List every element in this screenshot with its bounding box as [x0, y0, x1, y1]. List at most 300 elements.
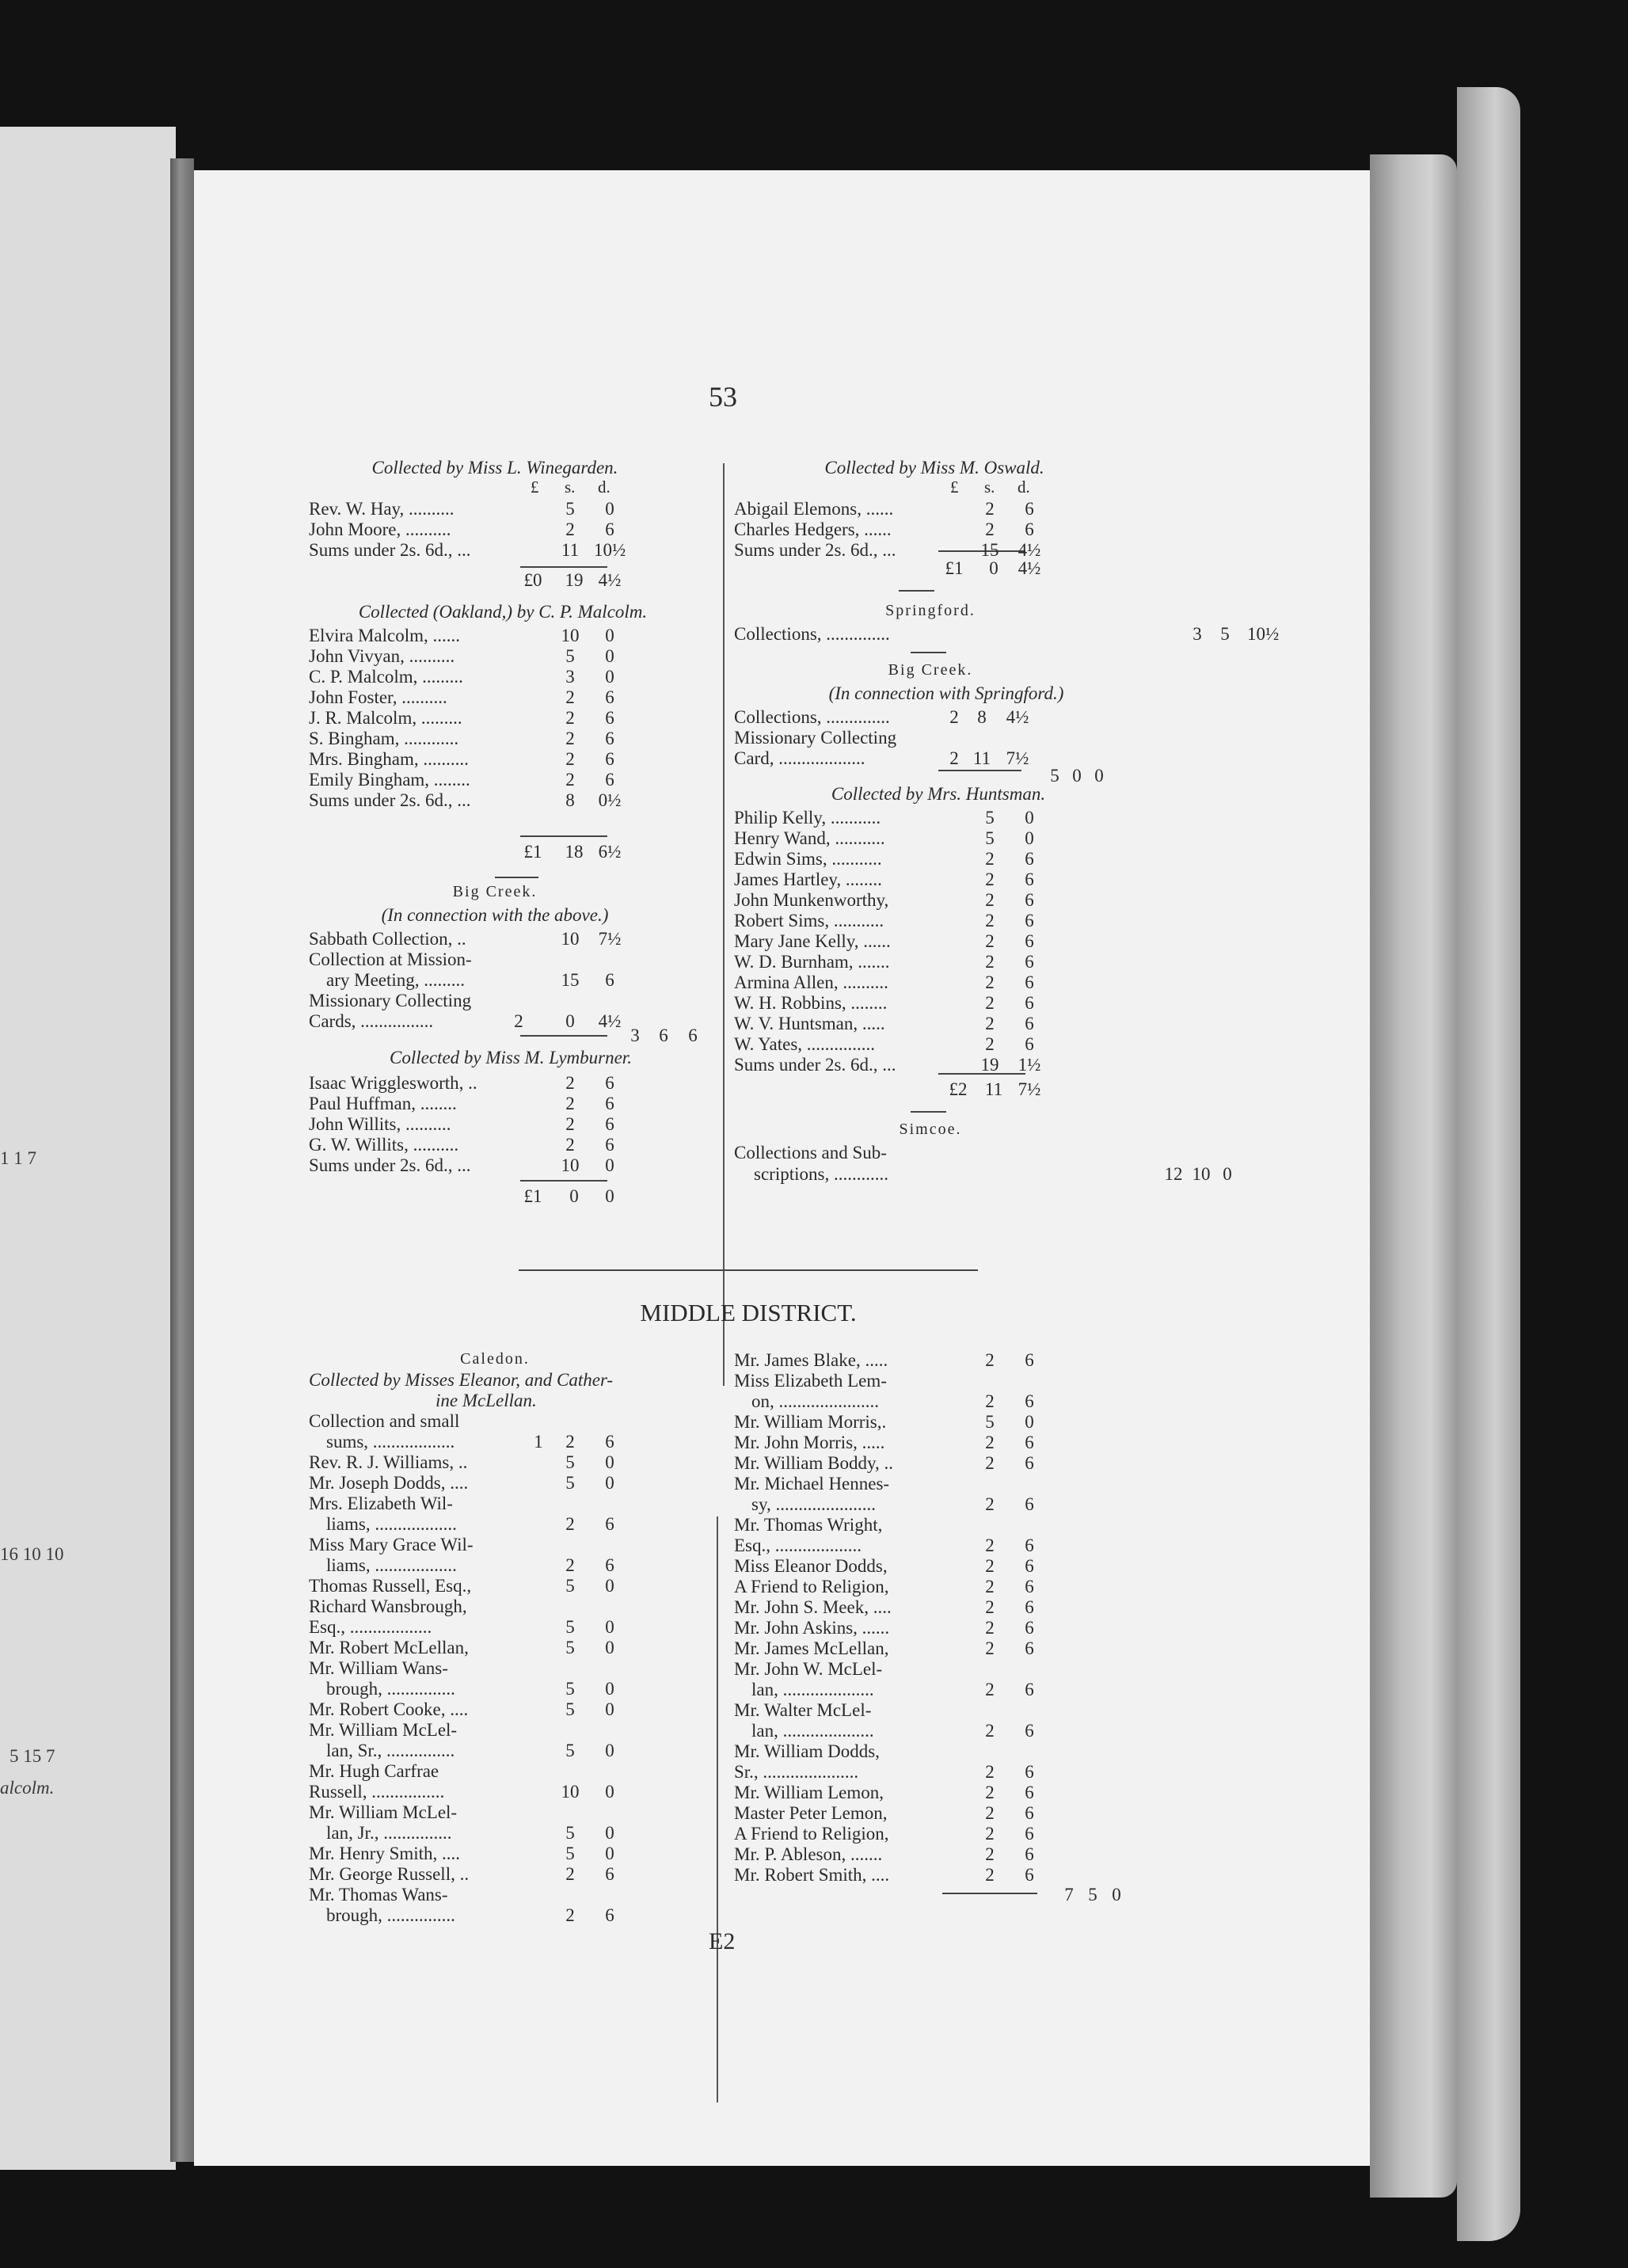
entry-name: Isaac Wrigglesworth, ..	[309, 1073, 477, 1093]
total-pounds: £0	[523, 570, 542, 590]
amount-pence: 0	[605, 626, 614, 645]
entry-name: Mr. William Dodds,	[734, 1741, 880, 1761]
ledger-row	[734, 1494, 1241, 1515]
amount-shillings: 10	[561, 1155, 580, 1175]
amount-shillings: 10	[561, 1782, 580, 1802]
amount-shillings: 0	[565, 1011, 575, 1031]
amount-pence: 0	[1223, 1164, 1232, 1184]
entry-name: Sums under 2s. 6d., ...	[309, 790, 471, 810]
ledger-row	[309, 1073, 816, 1094]
amount-pence: 6	[605, 1555, 614, 1575]
entry-name: Paul Huffman, ........	[309, 1094, 457, 1113]
amount-shillings: 2	[985, 1721, 995, 1741]
page-fore-edge	[1370, 154, 1457, 2198]
entry-name: sums, ..................	[326, 1432, 455, 1452]
amount-shillings: 2	[565, 1135, 575, 1155]
amount-shillings: 2	[985, 1762, 995, 1782]
left-page-fragment: 1 1 7	[0, 1148, 36, 1168]
currency-units-shillings: s.	[565, 478, 576, 497]
entry-name: Mr. P. Ableson, .......	[734, 1844, 883, 1864]
amount-pence: 6	[605, 1432, 614, 1452]
entry-name: John Foster, ..........	[309, 687, 447, 707]
amount-shillings: 10	[561, 929, 580, 949]
amount-pence: 6	[1025, 849, 1034, 869]
ledger-row	[734, 1618, 1241, 1638]
amount-pence: 0	[605, 1679, 614, 1699]
section-title: Big Creek.	[452, 883, 538, 900]
ledger-row	[734, 1638, 1241, 1659]
amount-shillings: 5	[565, 1452, 575, 1472]
entry-name: John Vivyan, ..........	[309, 646, 455, 666]
ledger-row	[309, 1135, 816, 1155]
amount-shillings: 15	[561, 970, 580, 990]
entry-name: Collections and Sub-	[734, 1143, 887, 1163]
amount-shillings: 2	[985, 1638, 995, 1658]
left-page-fragment: 5 15 7	[10, 1746, 55, 1766]
section-heading: Collected by Miss M. Oswald.	[824, 458, 1044, 478]
entry-name: Rev. R. J. Williams, ..	[309, 1452, 468, 1472]
amount-pence: 6	[1025, 890, 1034, 910]
entry-name: Richard Wansbrough,	[309, 1596, 467, 1616]
amount-pence: 0	[605, 1823, 614, 1843]
section-rule	[911, 652, 946, 653]
ledger-row	[309, 1094, 816, 1114]
amount-pence: 6	[605, 1135, 614, 1155]
printer-signature: E2	[709, 1928, 736, 1954]
ledger-row	[309, 667, 816, 687]
amount-pence: 6	[605, 749, 614, 769]
entry-name: Mr. John W. McLel-	[734, 1659, 883, 1679]
ledger-row	[734, 1762, 1241, 1783]
entry-name: lan, ....................	[751, 1680, 874, 1699]
amount-shillings: 8	[977, 707, 987, 727]
amount-shillings: 2	[985, 1350, 995, 1370]
amount-pence: 1½	[1018, 1055, 1041, 1075]
amount-pence: 0	[1025, 1412, 1034, 1432]
section-heading: Collected by Miss M. Lymburner.	[390, 1048, 632, 1067]
entry-name: Mr. William Morris,.	[734, 1412, 887, 1432]
amount-pounds: 3	[1192, 624, 1202, 644]
section-title: Big Creek.	[888, 661, 973, 679]
entry-name: Rev. W. Hay, ..........	[309, 499, 455, 519]
section-heading: Collected by Mrs. Huntsman.	[831, 784, 1046, 804]
outer-total-shillings: 6	[659, 1026, 668, 1045]
total-shillings: 11	[984, 1079, 1003, 1099]
section-heading: ine McLellan.	[436, 1391, 537, 1410]
amount-pence: 6	[1025, 1783, 1034, 1802]
amount-shillings: 2	[985, 1494, 995, 1514]
amount-pence: 0	[605, 1617, 614, 1637]
amount-shillings: 2	[985, 1391, 995, 1411]
section-heading: Collected by Miss L. Winegarden.	[371, 458, 618, 478]
district-divider	[519, 1269, 978, 1271]
ledger-row	[734, 1535, 1241, 1556]
amount-pence: 6	[605, 770, 614, 790]
section-title: Caledon.	[460, 1350, 530, 1368]
outer-total-pence: 0	[1094, 766, 1104, 786]
amount-pence: 6	[1025, 1494, 1034, 1514]
amount-pounds: 12	[1164, 1164, 1183, 1184]
amount-shillings: 2	[985, 1783, 995, 1802]
amount-shillings: 2	[985, 931, 995, 951]
outer-total-shillings: 0	[1072, 766, 1082, 786]
amount-shillings: 2	[565, 770, 575, 790]
amount-pence: 6	[1025, 1844, 1034, 1864]
amount-shillings: 2	[985, 519, 995, 539]
column-divider	[723, 463, 725, 1386]
entry-name: Miss Mary Grace Wil-	[309, 1535, 474, 1554]
total-pence: 6½	[598, 842, 622, 862]
entry-name: liams, ..................	[326, 1514, 457, 1534]
amount-pence: 6	[605, 1073, 614, 1093]
amount-pence: 6	[1025, 1824, 1034, 1844]
amount-shillings: 19	[980, 1055, 999, 1075]
entry-name: Mr. John S. Meek, ....	[734, 1597, 892, 1617]
ledger-row	[734, 828, 1241, 849]
entry-name: Mr. Henry Smith, ....	[309, 1844, 461, 1863]
entry-name: Abigail Elemons, ......	[734, 499, 894, 519]
amount-pence: 0	[605, 1576, 614, 1596]
amount-shillings: 2	[985, 1865, 995, 1885]
ledger-row	[734, 993, 1241, 1014]
ledger-row	[734, 1556, 1241, 1577]
amount-pence: 6	[1025, 972, 1034, 992]
amount-pence: 6	[605, 970, 614, 990]
amount-shillings: 5	[985, 808, 995, 828]
amount-shillings: 5	[565, 1844, 575, 1863]
outer-total-pounds: 5	[1050, 766, 1059, 786]
ledger-row	[734, 1803, 1241, 1824]
total-pounds: £1	[523, 1186, 542, 1206]
amount-shillings: 2	[985, 890, 995, 910]
ledger-row	[734, 808, 1241, 828]
entry-name: Sums under 2s. 6d., ...	[734, 540, 896, 560]
entry-name: Collections, ..............	[734, 624, 890, 644]
book-page	[194, 170, 1370, 2166]
entry-name: Mr. William McLel-	[309, 1802, 458, 1822]
amount-shillings: 2	[565, 1864, 575, 1884]
amount-pence: 6	[1025, 1556, 1034, 1576]
amount-pence: 0	[605, 499, 614, 519]
entry-name: Mr. Thomas Wans-	[309, 1885, 448, 1905]
section-total	[734, 558, 1241, 579]
amount-shillings: 5	[565, 1617, 575, 1637]
left-page-fragment: alcolm.	[0, 1778, 55, 1798]
outer-total-pounds: 7	[1064, 1885, 1074, 1905]
amount-shillings: 5	[565, 1638, 575, 1657]
entry-name: Elvira Malcolm, ......	[309, 626, 460, 645]
ledger-row	[734, 540, 1241, 561]
amount-pence: 6	[1025, 1638, 1034, 1658]
total-pounds: £2	[949, 1079, 968, 1099]
ledger-row	[734, 1391, 1241, 1412]
amount-shillings: 2	[985, 1824, 995, 1844]
entry-name: Mr. Michael Hennes-	[734, 1474, 890, 1494]
ledger-row	[734, 1824, 1241, 1844]
ledger-row	[734, 1741, 1241, 1762]
amount-shillings: 2	[565, 708, 575, 728]
amount-pence: 6	[605, 708, 614, 728]
ledger-row	[734, 890, 1241, 911]
ledger-row	[734, 849, 1241, 870]
amount-shillings: 5	[565, 1699, 575, 1719]
entry-name: Miss Elizabeth Lem-	[734, 1371, 887, 1391]
amount-pence: 6	[1025, 1618, 1034, 1638]
page-number: 53	[709, 381, 737, 413]
ledger-row	[734, 1865, 1241, 1886]
ledger-row	[309, 1155, 816, 1176]
amount-shillings: 2	[985, 870, 995, 889]
section-rule	[495, 877, 538, 878]
section-subtitle: (In connection with Springford.)	[828, 683, 1064, 703]
amount-shillings: 10	[561, 626, 580, 645]
entry-name: G. W. Willits, ..........	[309, 1135, 459, 1155]
entry-name: Robert Sims, ...........	[734, 911, 884, 930]
amount-shillings: 2	[565, 1432, 575, 1452]
amount-shillings: 5	[985, 828, 995, 848]
entry-name: Sabbath Collection, ..	[309, 929, 466, 949]
entry-name: Mrs. Elizabeth Wil-	[309, 1494, 453, 1513]
amount-shillings: 2	[985, 1535, 995, 1555]
entry-name: Armina Allen, ..........	[734, 972, 888, 992]
amount-shillings: 2	[985, 1844, 995, 1864]
left-page-fragment: 16 10 10	[0, 1544, 64, 1564]
total-pence: 7½	[1018, 1079, 1041, 1099]
book-cover-edge	[1457, 87, 1520, 2241]
amount-shillings: 2	[565, 749, 575, 769]
amount-pence: 0	[605, 646, 614, 666]
entry-name: Mr. John Morris, .....	[734, 1433, 885, 1452]
amount-pence: 0	[1025, 828, 1034, 848]
ledger-row	[734, 1014, 1241, 1034]
amount-pence: 6	[1025, 499, 1034, 519]
amount-pence: 10½	[1247, 624, 1280, 644]
entry-name: Mr. James McLellan,	[734, 1638, 889, 1658]
district-title: MIDDLE DISTRICT.	[640, 1299, 857, 1326]
entry-name: James Hartley, ........	[734, 870, 882, 889]
ledger-row	[734, 1577, 1241, 1597]
total-rule	[520, 1180, 607, 1182]
amount-pence: 6	[605, 1864, 614, 1884]
amount-pence: 6	[1025, 1803, 1034, 1823]
total-pounds: £1	[945, 558, 964, 578]
ledger-row	[734, 1680, 1241, 1700]
amount-shillings: 2	[985, 499, 995, 519]
outer-total-pence: 6	[688, 1026, 698, 1045]
entry-name: brough, ...............	[326, 1905, 455, 1925]
amount-pence: 6	[1025, 1721, 1034, 1741]
entry-name: Thomas Russell, Esq.,	[309, 1576, 472, 1596]
entry-name: Sr., .....................	[734, 1762, 859, 1782]
amount-shillings: 2	[565, 1094, 575, 1113]
amount-shillings: 2	[565, 1514, 575, 1534]
amount-shillings: 5	[565, 1576, 575, 1596]
amount-shillings: 2	[565, 1073, 575, 1093]
amount-shillings: 2	[985, 1556, 995, 1576]
amount-pence: 4½	[1018, 540, 1041, 560]
ledger-row	[734, 1350, 1241, 1371]
total-pence: 4½	[1018, 558, 1041, 578]
amount-shillings: 10	[1192, 1164, 1211, 1184]
entry-name: W. D. Burnham, .......	[734, 952, 890, 972]
entry-name: Cards, ................	[309, 1011, 434, 1031]
ledger-row	[734, 1034, 1241, 1055]
amount-shillings: 2	[985, 1680, 995, 1699]
amount-pence: 6	[1025, 1014, 1034, 1033]
ledger-row	[734, 1721, 1241, 1741]
amount-shillings: 2	[985, 1803, 995, 1823]
currency-units-pounds: £	[531, 478, 539, 497]
outer-total-pence: 0	[1112, 1885, 1121, 1905]
ledger-row	[309, 1114, 816, 1135]
amount-shillings: 5	[985, 1412, 995, 1432]
amount-pence: 6	[1025, 993, 1034, 1013]
amount-pence: 6	[1025, 1391, 1034, 1411]
amount-pence: 6	[1025, 1535, 1034, 1555]
amount-pence: 6	[1025, 952, 1034, 972]
amount-pounds: 2	[949, 748, 959, 768]
entry-name: liams, ..................	[326, 1555, 457, 1575]
amount-pence: 6	[1025, 1453, 1034, 1473]
entry-name: Mr. Robert Smith, ....	[734, 1865, 890, 1885]
amount-shillings: 15	[980, 540, 999, 560]
entry-name: Mr. James Blake, .....	[734, 1350, 888, 1370]
ledger-row	[734, 931, 1241, 952]
amount-pence: 6	[1025, 519, 1034, 539]
amount-pence: 6	[1025, 1577, 1034, 1596]
amount-shillings: 5	[565, 1823, 575, 1843]
entry-name: Collection and small	[309, 1411, 460, 1431]
amount-shillings: 2	[985, 1597, 995, 1617]
ledger-row	[734, 1659, 1241, 1680]
amount-shillings: 2	[565, 729, 575, 748]
entry-name: sy, ......................	[751, 1494, 876, 1514]
entry-name: lan, Jr., ...............	[326, 1823, 452, 1843]
entry-name: Philip Kelly, ...........	[734, 808, 881, 828]
currency-units-pence: d.	[1018, 478, 1030, 497]
entry-name: Missionary Collecting	[734, 728, 897, 748]
amount-shillings: 2	[985, 1577, 995, 1596]
ledger-row	[734, 519, 1241, 540]
total-shillings: 18	[565, 842, 584, 862]
ledger-row	[734, 707, 1241, 728]
amount-pence: 6	[1025, 911, 1034, 930]
total-pounds: £1	[523, 842, 542, 862]
amount-pence: 6	[1025, 1680, 1034, 1699]
amount-shillings: 2	[985, 1618, 995, 1638]
entry-name: Emily Bingham, ........	[309, 770, 470, 790]
amount-shillings: 2	[985, 972, 995, 992]
amount-shillings: 11	[561, 540, 580, 560]
amount-shillings: 3	[565, 667, 575, 687]
entry-name: Esq., ...................	[734, 1535, 862, 1555]
amount-shillings: 5	[565, 646, 575, 666]
currency-units-pounds: £	[950, 478, 959, 497]
amount-pence: 7½	[598, 929, 622, 949]
entry-name: Mrs. Bingham, ..........	[309, 749, 469, 769]
section-title: Simcoe.	[899, 1121, 962, 1138]
amount-pounds: 1	[534, 1432, 543, 1452]
amount-pounds: 2	[514, 1011, 523, 1031]
amount-pence: 6	[1025, 1865, 1034, 1885]
ledger-row	[309, 1905, 816, 1926]
book-gutter	[170, 158, 194, 2162]
entry-name: W. V. Huntsman, .....	[734, 1014, 885, 1033]
amount-shillings: 5	[565, 499, 575, 519]
section-heading: Collected (Oakland,) by C. P. Malcolm.	[358, 602, 648, 622]
amount-shillings: 2	[565, 1114, 575, 1134]
ledger-row	[734, 1474, 1241, 1494]
entry-name: Mr. George Russell, ..	[309, 1864, 470, 1884]
amount-pence: 10½	[594, 540, 626, 560]
entry-name: Collections, ..............	[734, 707, 890, 727]
amount-shillings: 5	[1220, 624, 1230, 644]
amount-pence: 0	[605, 1782, 614, 1802]
ledger-row	[734, 952, 1241, 972]
amount-shillings: 2	[985, 1034, 995, 1054]
ledger-row	[734, 911, 1241, 931]
entry-name: Card, ...................	[734, 748, 865, 768]
entry-name: C. P. Malcolm, .........	[309, 667, 463, 687]
outer-total-pounds: 3	[630, 1026, 640, 1045]
amount-pence: 6	[1025, 1034, 1034, 1054]
entry-name: ary Meeting, .........	[326, 970, 466, 990]
entry-name: lan, Sr., ...............	[326, 1741, 455, 1760]
entry-name: Sums under 2s. 6d., ...	[309, 540, 471, 560]
entry-name: Charles Hedgers, ......	[734, 519, 892, 539]
amount-shillings: 2	[565, 687, 575, 707]
entry-name: W. Yates, ...............	[734, 1034, 876, 1054]
ledger-row	[734, 1412, 1241, 1433]
entry-name: Mr. Robert Cooke, ....	[309, 1699, 469, 1719]
amount-shillings: 8	[565, 790, 575, 810]
entry-name: Mr. Joseph Dodds, ....	[309, 1473, 469, 1493]
ledger-row	[734, 1371, 1241, 1391]
amount-shillings: 2	[985, 1433, 995, 1452]
amount-shillings: 2	[985, 1453, 995, 1473]
entry-name: John Moore, ..........	[309, 519, 451, 539]
ledger-row	[734, 728, 1241, 748]
amount-pence: 6	[1025, 931, 1034, 951]
ledger-row	[309, 1885, 816, 1905]
ledger-row	[309, 646, 816, 667]
entry-name: Missionary Collecting	[309, 991, 472, 1010]
entry-name: Russell, ................	[309, 1782, 445, 1802]
entry-name: Mary Jane Kelly, ......	[734, 931, 891, 951]
amount-pence: 6	[605, 1114, 614, 1134]
ledger-row	[734, 1700, 1241, 1721]
entry-name: John Munkenworthy,	[734, 890, 889, 910]
entry-name: Mr. John Askins, ......	[734, 1618, 890, 1638]
amount-pence: 0	[605, 1844, 614, 1863]
ledger-row	[309, 626, 816, 646]
amount-pence: 0	[605, 1452, 614, 1472]
amount-pence: 0	[605, 1699, 614, 1719]
entry-name: on, ......................	[751, 1391, 879, 1411]
ledger-row	[734, 1597, 1241, 1618]
entry-name: Mr. William Boddy, ..	[734, 1453, 893, 1473]
entry-name: Mr. Walter McLel-	[734, 1700, 872, 1720]
amount-shillings: 2	[985, 993, 995, 1013]
ledger-row	[734, 1055, 1241, 1075]
entry-name: Mr. Hugh Carfrae	[309, 1761, 439, 1781]
total-shillings: 19	[565, 570, 584, 590]
amount-shillings: 11	[972, 748, 991, 768]
entry-name: Sums under 2s. 6d., ...	[734, 1055, 896, 1075]
amount-pence: 0	[1025, 808, 1034, 828]
ledger-row	[734, 624, 1304, 645]
amount-pence: 6	[605, 729, 614, 748]
